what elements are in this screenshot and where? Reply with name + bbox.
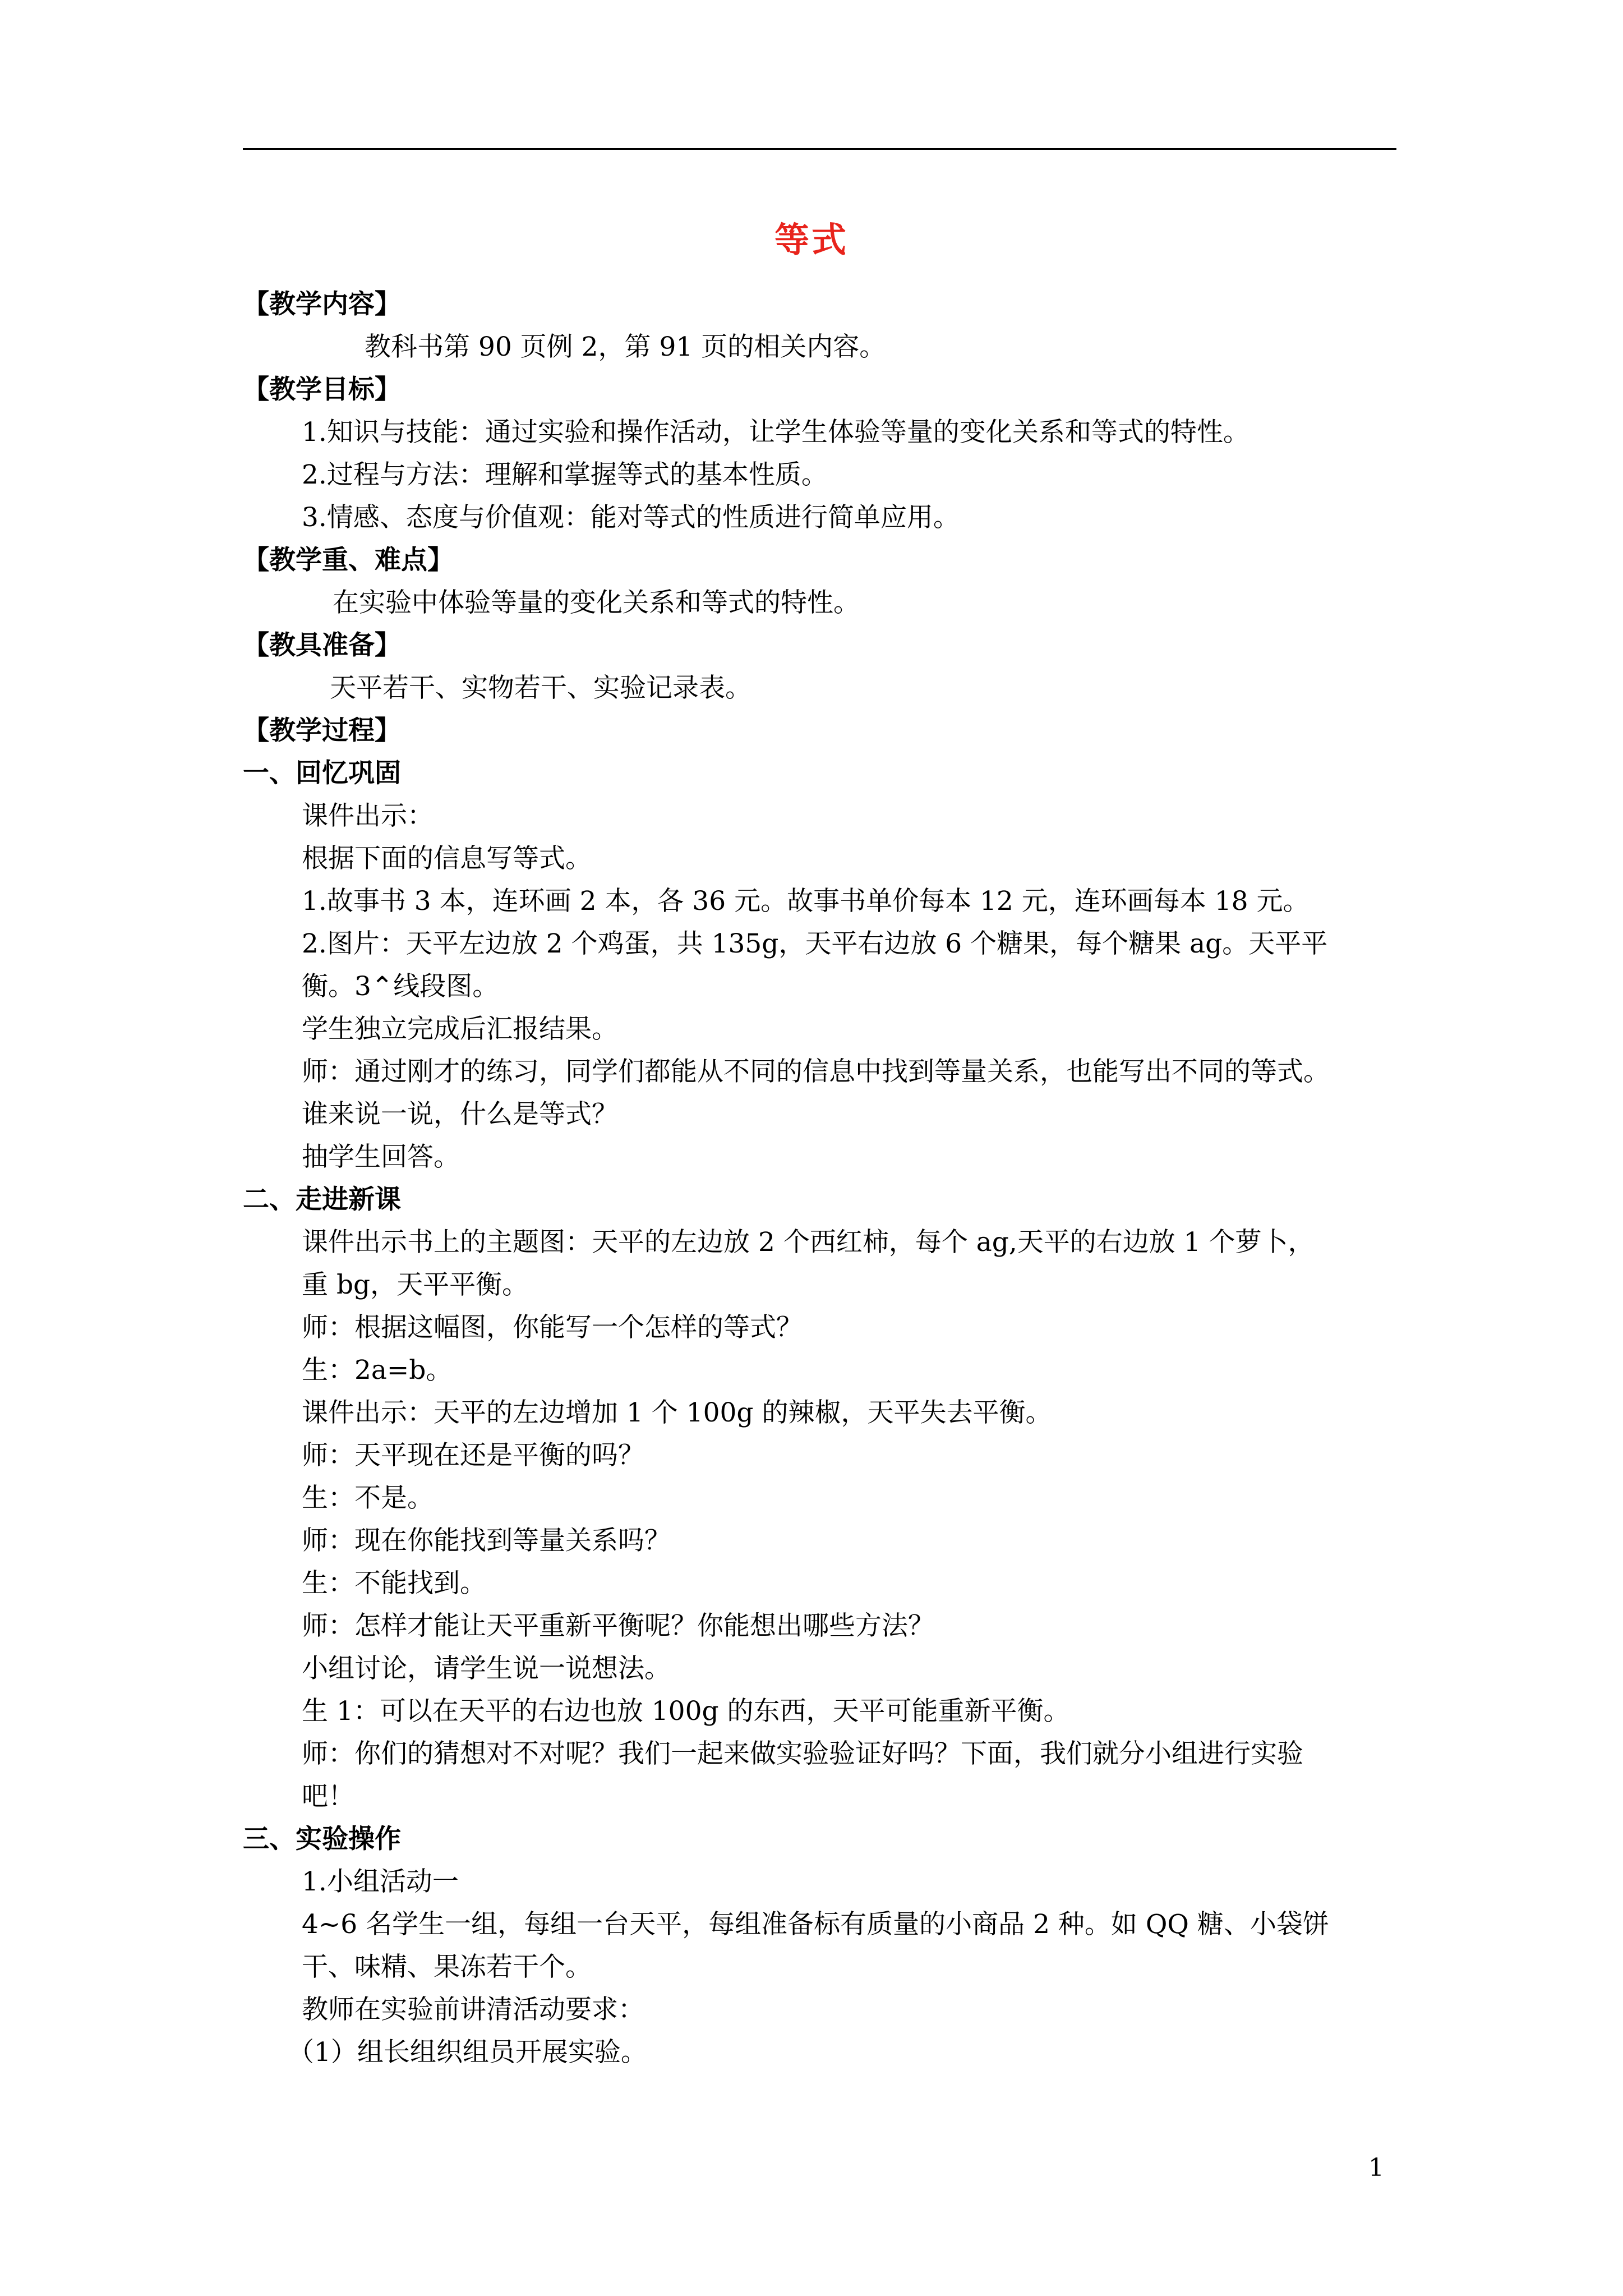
page-number: 1 bbox=[1368, 2154, 1384, 2182]
paragraph-line: 吧！ bbox=[302, 1781, 354, 1812]
paragraph-line: 生：2a=b。 bbox=[302, 1355, 453, 1386]
section-heading-key-points: 【教学重、难点】 bbox=[243, 545, 454, 576]
part-heading-review: 一、回忆巩固 bbox=[243, 758, 401, 789]
paragraph-line: 1.小组活动一 bbox=[302, 1866, 459, 1897]
paragraph-line: 重 bg，天平平衡。 bbox=[302, 1269, 529, 1300]
header-rule bbox=[243, 148, 1396, 150]
paragraph-line: 学生独立完成后汇报结果。 bbox=[302, 1014, 618, 1045]
section-heading-tools: 【教具准备】 bbox=[243, 630, 401, 661]
content-text: 教科书第 90 页例 2，第 91 页的相关内容。 bbox=[365, 332, 886, 362]
paragraph-line: 谁来说一说，什么是等式？ bbox=[302, 1099, 618, 1130]
paragraph-line: 师：现在你能找到等量关系吗？ bbox=[302, 1525, 671, 1556]
part-heading-experiment: 三、实验操作 bbox=[243, 1824, 401, 1855]
page-title: 等式 bbox=[774, 219, 849, 260]
paragraph-line: 4~6 名学生一组，每组一台天平，每组准备标有质量的小商品 2 种。如 QQ 糖、小袋饼 bbox=[302, 1909, 1329, 1940]
paragraph-line: 根据下面的信息写等式。 bbox=[302, 843, 592, 874]
paragraph-line: 教师在实验前讲清活动要求： bbox=[302, 1994, 644, 2025]
section-heading-content: 【教学内容】 bbox=[243, 289, 401, 320]
document-body bbox=[243, 283, 1404, 2074]
paragraph-line: 生 1：可以在天平的右边也放 100g 的东西，天平可能重新平衡。 bbox=[302, 1696, 1070, 1727]
section-heading-process: 【教学过程】 bbox=[243, 715, 401, 746]
paragraph-line: 课件出示：天平的左边增加 1 个 100g 的辣椒，天平失去平衡。 bbox=[302, 1397, 1052, 1428]
paragraph-line: 小组讨论，请学生说一说想法。 bbox=[302, 1653, 671, 1684]
section-heading-goals: 【教学目标】 bbox=[243, 374, 401, 405]
paragraph-line: 衡。3⌃线段图。 bbox=[302, 971, 499, 1002]
paragraph-line: 干、味精、果冻若干个。 bbox=[302, 1952, 592, 1982]
paragraph-line: 2.图片：天平左边放 2 个鸡蛋，共 135g，天平右边放 6 个糖果，每个糖果 ag。天平平 bbox=[302, 928, 1328, 959]
paragraph-line: 抽学生回答。 bbox=[302, 1142, 460, 1172]
paragraph-line: 师：你们的猜想对不对呢？我们一起来做实验验证好吗？下面，我们就分小组进行实验 bbox=[302, 1738, 1303, 1769]
key-points-text: 在实验中体验等量的变化关系和等式的特性。 bbox=[333, 587, 860, 618]
paragraph-line: 1.故事书 3 本，连环画 2 本，各 36 元。故事书单价每本 12 元，连环画每本 18 元。 bbox=[302, 886, 1310, 917]
goal-item: 1.知识与技能：通过实验和操作活动，让学生体验等量的变化关系和等式的特性。 bbox=[302, 417, 1249, 448]
paragraph-line: 生：不是。 bbox=[302, 1483, 434, 1513]
goal-item: 3.情感、态度与价值观：能对等式的性质进行简单应用。 bbox=[302, 502, 960, 533]
paragraph-line: 师：通过刚才的练习，同学们都能从不同的信息中找到等量关系，也能写出不同的等式。 bbox=[302, 1056, 1330, 1087]
paragraph-line: 课件出示书上的主题图：天平的左边放 2 个西红柿，每个 ag,天平的右边放 1 个萝卜， bbox=[302, 1227, 1315, 1258]
tools-text: 天平若干、实物若干、实验记录表。 bbox=[330, 673, 751, 703]
paragraph-line: 师：怎样才能让天平重新平衡呢？你能想出哪些方法？ bbox=[302, 1611, 934, 1641]
paragraph-line: 师：天平现在还是平衡的吗？ bbox=[302, 1440, 644, 1471]
goal-item: 2.过程与方法：理解和掌握等式的基本性质。 bbox=[302, 459, 828, 490]
paragraph-line: 生：不能找到。 bbox=[302, 1568, 486, 1599]
paragraph-line: 课件出示： bbox=[302, 800, 434, 831]
paragraph-line: 师：根据这幅图，你能写一个怎样的等式？ bbox=[302, 1312, 803, 1343]
part-heading-new-lesson: 二、走进新课 bbox=[243, 1184, 401, 1215]
paragraph-line: （1）组长组织组员开展实验。 bbox=[288, 2037, 647, 2068]
